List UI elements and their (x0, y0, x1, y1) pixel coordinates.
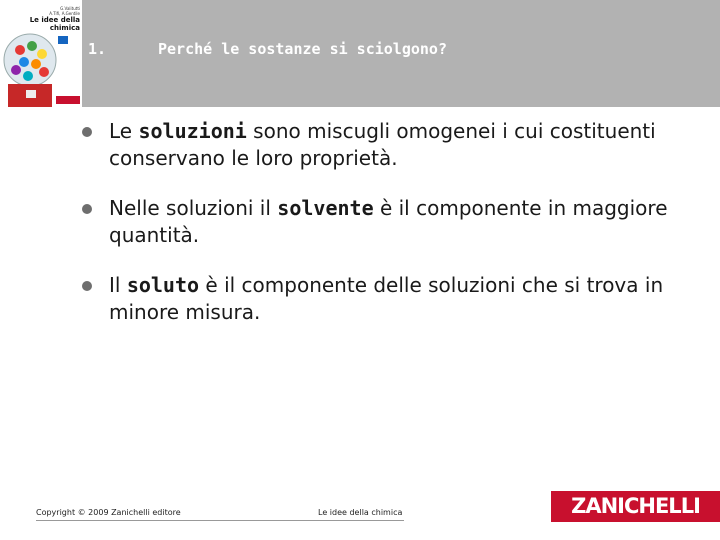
bullet-text-pre: Nelle soluzioni il (109, 196, 278, 220)
bullet-dot-icon (82, 204, 92, 214)
bullet-item-soluto (80, 272, 700, 326)
bullet-text-post: è il componente delle soluzioni che si trova in minore misura. (109, 273, 664, 324)
bullet-item-soluzioni (80, 118, 700, 172)
bullet-keyword: soluzioni (138, 119, 247, 143)
bullet-item-solvente (80, 195, 700, 249)
book-cover-image (0, 0, 82, 107)
bullet-text-pre: Il (109, 273, 127, 297)
bullet-text-post: sono miscugli omogenei i cui costituenti conservano le loro proprietà. (109, 119, 656, 170)
footer-copyright: Copyright © 2009 Zanichelli editore (36, 508, 181, 517)
cover-title-line-2: chimica (49, 24, 80, 32)
bullet-dot-icon (82, 281, 92, 291)
slide-title: Perché le sostanze si sciolgono? (158, 40, 447, 58)
footer-book-title: Le idee della chimica (318, 508, 403, 517)
slide-number: 1. (88, 40, 107, 58)
gumball-machine-icon (0, 0, 82, 107)
zanichelli-logo: ZANICHELLI (551, 491, 720, 522)
cover-title-line-1: Le idee della (29, 16, 80, 24)
bullet-keyword: solvente (277, 196, 374, 220)
cover-author-line-1: G.Valitutti (60, 6, 80, 11)
bullet-dot-icon (82, 127, 92, 137)
bullet-list (80, 118, 700, 349)
bullet-text-pre: Le (109, 119, 139, 143)
cover-author-line-2: A.Tifi, A.Gentile (49, 11, 80, 16)
bullet-text-post: è il componente in maggiore quantità. (109, 196, 668, 247)
bullet-keyword: soluto (126, 273, 200, 297)
footer-divider (36, 520, 404, 521)
